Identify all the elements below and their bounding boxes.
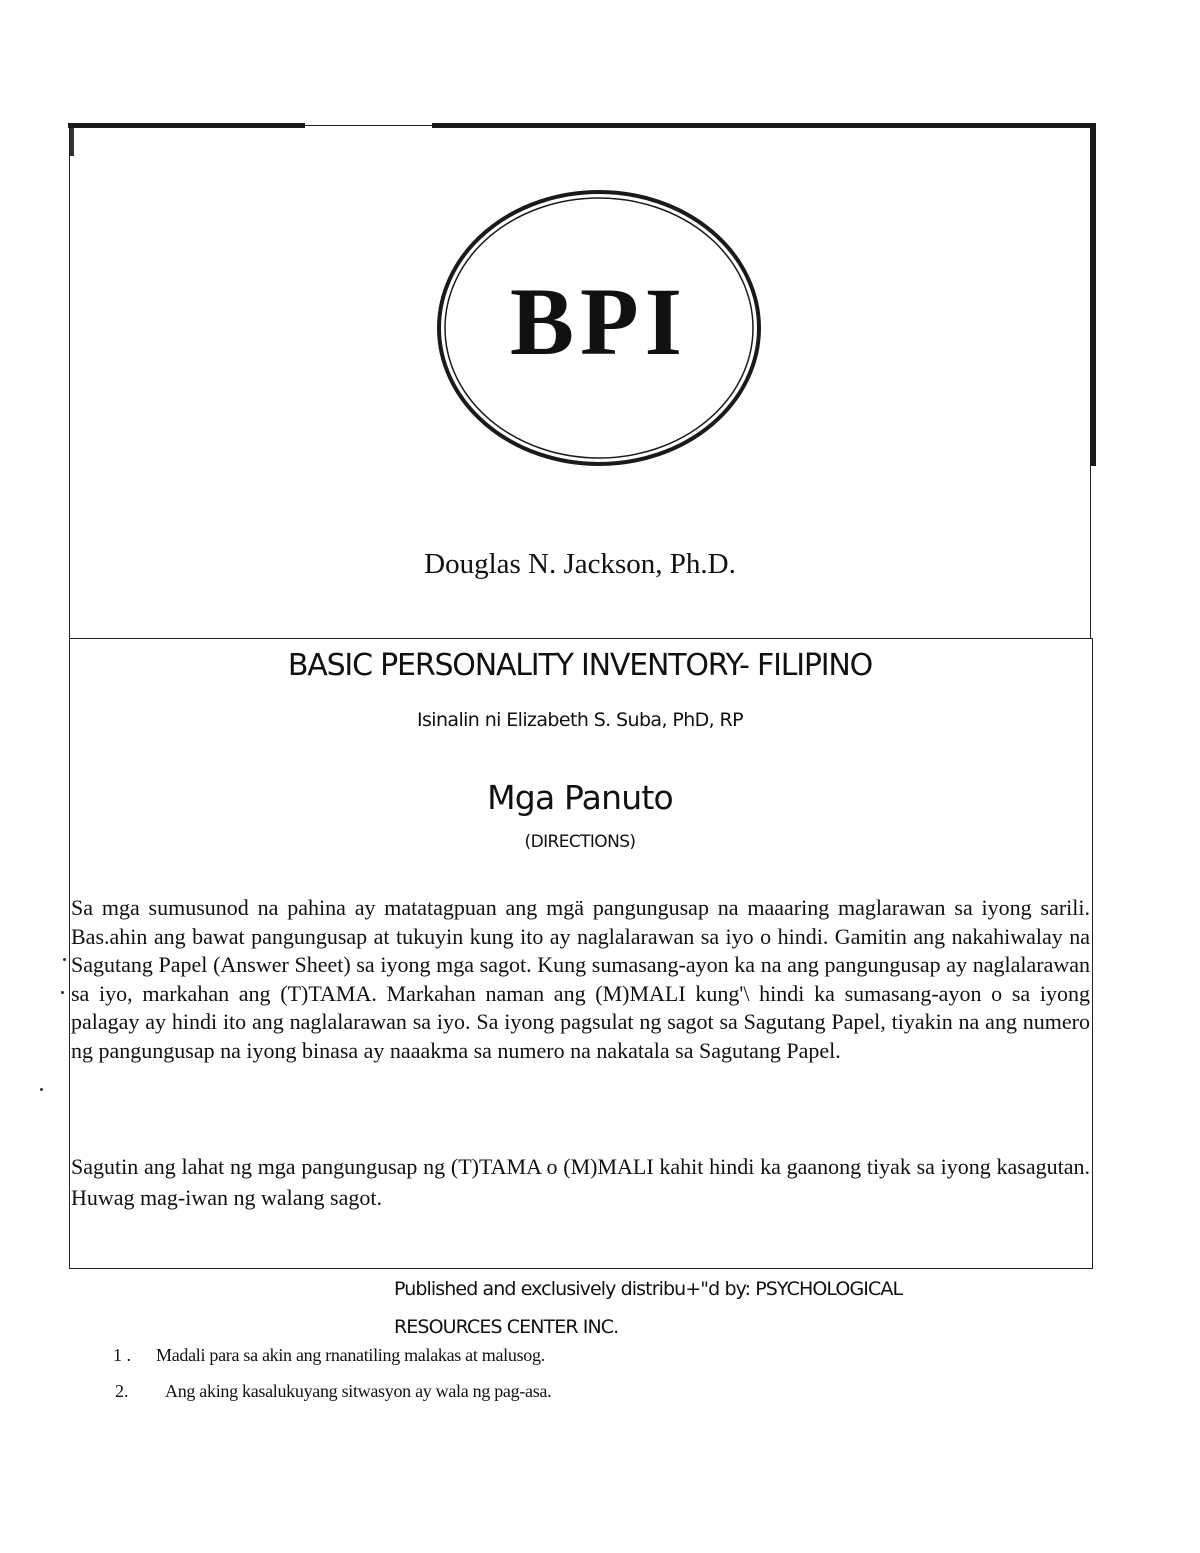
directions-paragraph-2: Sagutin ang lahat ng mga pangungusap ng (T)TAMA o (M)MALI kahit hindi ka gaanong tiyak sa iyong kasagutan. Huwag mag-iwan ng walang sagot. [71, 1154, 1090, 1210]
publisher-line-1: Published and exclusively distribu+"d by: PSYCHOLOGICAL [394, 1278, 903, 1300]
item-number: 2. [115, 1381, 129, 1401]
inventory-title: BASIC PERSONALITY INVENTORY- FILIPINO [287, 648, 873, 683]
item-number: 1 . [113, 1345, 131, 1365]
item-text: Ang aking kasalukuyang sitwasyon ay wala ng pag-asa. [165, 1381, 552, 1401]
item-text: Madali para sa akin ang rnanatiling malakas at malusog. [156, 1345, 545, 1365]
frame-top-edge-right [432, 123, 1096, 128]
bpi-logo [430, 188, 768, 472]
publisher-credit [394, 1270, 1154, 1346]
frame-left-tick [70, 128, 74, 156]
author-name: Douglas N. Jackson, Ph.D. [424, 548, 736, 580]
publisher-line-2: RESOURCES CENTER INC. [394, 1316, 619, 1338]
directions-subtitle: (DIRECTIONS) [524, 832, 636, 852]
margin-speck [40, 1088, 43, 1091]
translator-credit: Isinalin ni Elizabeth S. Suba, PhD, RP [416, 709, 744, 731]
directions-paragraph-1: Sa mga sumusunod na pahina ay matatagpuan ang mgä pangungusap na maaaring maglarawan sa iyong sarili. Bas.ahin ang bawat pangungusap at tukuyin kung ito ay naglalarawan sa iyo o hindi. Gamitin ang nakahiwalay na Sagutang Papel (Answer Sheet) sa iyong mga sagot. Kung sumasang-ayon ka na ang pangungusap ay naglalarawan sa iyo, markahan ang (T)TAMA. Markahan naman ang (M)MALI kung'\ hindi ka sumasang-ayon o sa iyong palagay ay hindi ito ang naglalarawan sa iyo. Sa iyong pagsulat ng sagot sa Sagutang Papel, tiyakin na ang numero ng pangungusap na iyong binasa ay naaakma sa numero na nakatala sa Sagutang Papel. [71, 895, 1090, 1063]
frame-top-edge-left [68, 123, 305, 128]
frame-right-edge [1090, 126, 1096, 466]
margin-speck [61, 991, 64, 994]
directions-title: Mga Panuto [487, 778, 673, 817]
logo-text: BPI [509, 268, 689, 375]
margin-speck [63, 958, 66, 961]
